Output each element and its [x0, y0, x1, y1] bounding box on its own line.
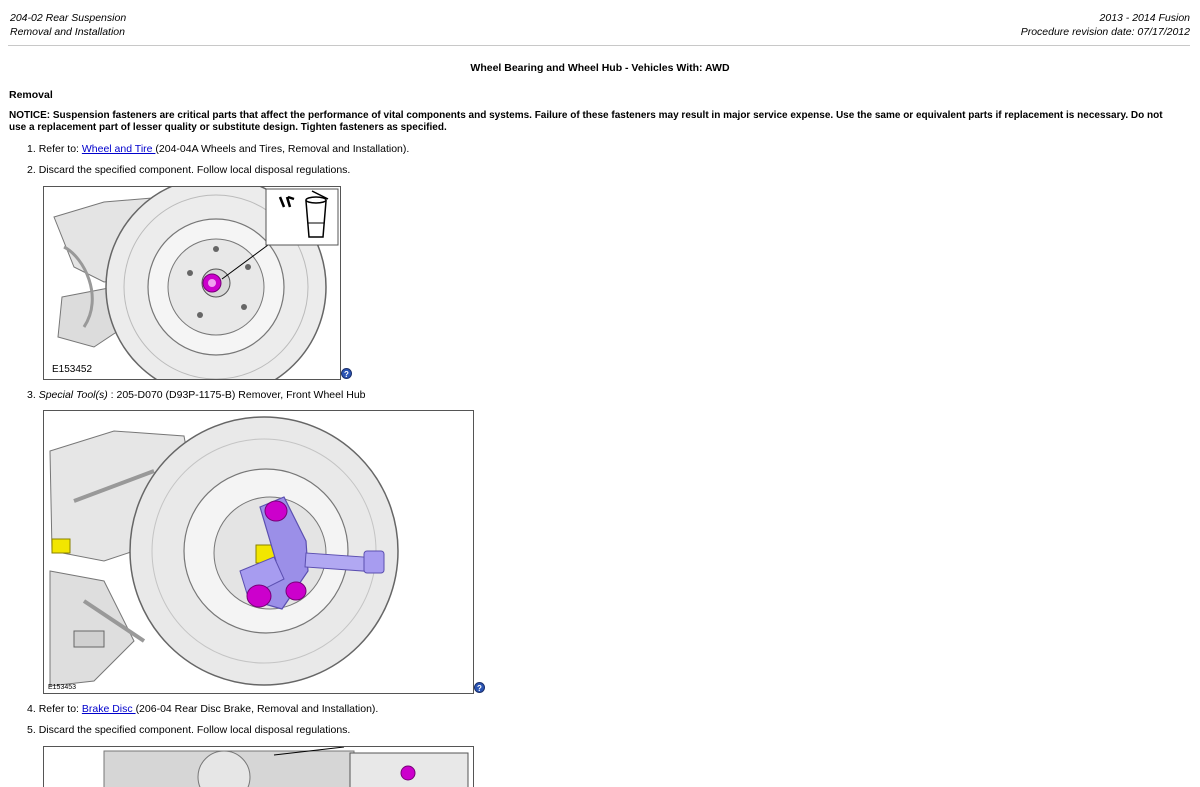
section-heading: Removal — [9, 89, 53, 101]
hub-remover-illustration — [44, 411, 473, 693]
brake-disc-link[interactable]: Brake Disc — [81, 703, 136, 715]
step-text: Discard the specified component. Follow local disposal regulations. — [38, 164, 351, 176]
step-text: Discard the specified component. Follow local disposal regulations. — [38, 724, 351, 736]
header-procedure: Removal and Installation — [10, 26, 125, 38]
header-vehicle: 2013 - 2014 Fusion — [1099, 12, 1190, 24]
step-number: 3. — [27, 389, 36, 401]
step-text: : 205-D070 (D93P-1175-B) Remover, Front Wheel Hub — [107, 389, 366, 401]
step-suffix: (204-04A Wheels and Tires, Removal and Installation). — [155, 143, 410, 155]
help-icon[interactable]: ? — [474, 682, 485, 693]
header-right — [1021, 11, 1190, 39]
step-number: 2. — [27, 164, 36, 176]
page-title: Wheel Bearing and Wheel Hub - Vehicles With: AWD — [470, 62, 730, 74]
step-1 — [27, 143, 409, 155]
figure-id-label: E153453 — [48, 684, 77, 691]
step-number: 5. — [27, 724, 36, 736]
wheel-and-tire-link[interactable]: Wheel and Tire — [81, 143, 156, 155]
figure-e153453 — [43, 410, 474, 694]
step-2 — [27, 164, 350, 176]
step-number: 4. — [27, 703, 36, 715]
step-prefix: Refer to: — [38, 703, 82, 715]
help-icon[interactable]: ? — [341, 368, 352, 379]
notice-text: NOTICE: Suspension fasteners are critical parts that affect the performance of vital components and systems. Failure of these fasteners may result in major service expense. Use the same or equivalent parts if replacement is necessary. Do not use a replacement part of lesser quality or substitute design. Tighten fasteners as specified. — [9, 110, 1163, 133]
header-divider — [8, 45, 1190, 46]
step-suffix: (206-04 Rear Disc Brake, Removal and Installation). — [135, 703, 379, 715]
step-3 — [27, 389, 366, 401]
header-left — [10, 11, 126, 39]
header-revision-date: Procedure revision date: 07/17/2012 — [1020, 26, 1190, 38]
brake-hub-illustration — [44, 187, 340, 379]
step-5 — [27, 724, 350, 736]
figure-id-label: E153452 — [52, 364, 93, 375]
step-4 — [27, 703, 378, 715]
step-prefix: Refer to: — [38, 143, 82, 155]
figure-e153452 — [43, 186, 341, 380]
hub-discard-illustration — [44, 747, 473, 787]
figure-step-5 — [43, 746, 474, 787]
header-section: 204-02 Rear Suspension — [10, 12, 127, 24]
step-number: 1. — [27, 143, 36, 155]
page-header — [10, 11, 1190, 41]
special-tools-label: Special Tool(s) — [38, 389, 108, 401]
